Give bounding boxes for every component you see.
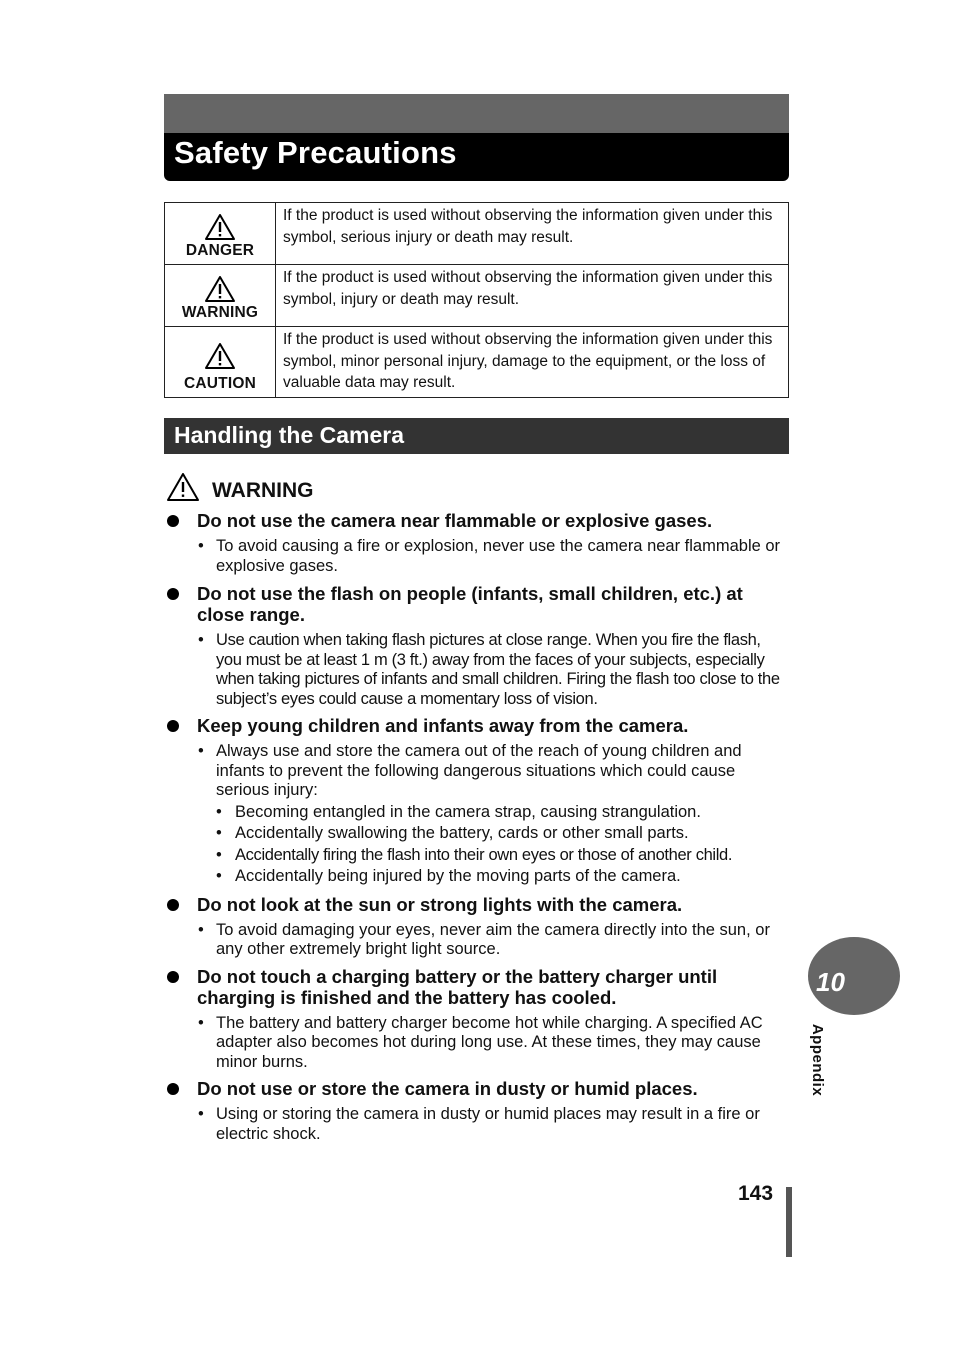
precaution-sub-detail — [164, 802, 789, 824]
bullet-marker: • — [198, 920, 204, 939]
precaution-heading — [164, 966, 789, 1008]
symbol-row-danger — [165, 203, 789, 265]
precaution-item — [164, 1078, 789, 1144]
bullet-marker: • — [216, 824, 222, 842]
precaution-detail — [164, 921, 789, 960]
precaution-sub-detail — [164, 823, 789, 845]
title-banner-strip — [164, 94, 789, 133]
precaution-item — [164, 510, 789, 576]
precaution-detail-text: Always use and store the camera out of the reach of young children and infants to prevent the following dangerous situations which could cause serious injury: — [216, 742, 742, 799]
symbol-label-caution: CAUTION — [183, 374, 256, 392]
precaution-detail — [164, 742, 789, 801]
precaution-list — [164, 510, 789, 1144]
symbol-description: If the product is used without observing the information given under this symbol, injury or death may result. — [276, 265, 789, 327]
symbol-cell — [165, 265, 276, 327]
precaution-heading-text: Do not use the camera near flammable or explosive gases. — [197, 510, 713, 531]
bullet-marker: • — [198, 1013, 204, 1032]
precaution-heading-text: Do not use the flash on people (infants, small children, etc.) at close range. — [197, 583, 743, 625]
page-number: 143 — [738, 1182, 774, 1205]
page-number-rule — [786, 1187, 792, 1257]
bullet-marker: • — [198, 631, 204, 649]
precaution-heading — [164, 715, 789, 736]
chapter-number: 10 — [816, 967, 845, 997]
symbol-cell — [165, 203, 276, 265]
precaution-detail — [164, 1105, 789, 1144]
warning-heading-label: WARNING — [212, 479, 314, 502]
precaution-heading — [164, 510, 789, 531]
bullet-marker: • — [198, 1105, 204, 1123]
warning-triangle-icon — [204, 342, 236, 370]
precaution-sub-detail — [164, 845, 789, 867]
warning-triangle-icon — [204, 275, 236, 303]
precaution-heading — [164, 894, 789, 915]
precaution-detail — [164, 537, 789, 576]
precaution-heading-text: Do not use or store the camera in dusty or humid places. — [197, 1078, 698, 1099]
chapter-tab — [808, 937, 900, 1015]
symbol-row-warning — [165, 265, 789, 327]
bullet-marker: • — [198, 537, 204, 555]
precaution-sub-detail-text: Accidentally firing the flash into their own eyes or those of another child. — [235, 845, 733, 864]
precaution-detail — [164, 1014, 789, 1073]
symbol-row-caution — [165, 327, 789, 398]
precaution-detail-text: To avoid causing a fire or explosion, never use the camera near flammable or explosive gases. — [216, 537, 781, 575]
precaution-heading-text: Do not touch a charging battery or the battery charger until charging is finished and the battery has cooled. — [197, 965, 718, 1008]
precaution-heading — [164, 583, 789, 625]
bullet-marker: • — [198, 742, 204, 760]
title-banner — [164, 94, 789, 181]
symbol-cell — [165, 327, 276, 398]
symbol-legend-table — [164, 202, 789, 398]
bullet-marker: • — [216, 867, 222, 885]
precaution-sub-detail-text: Accidentally swallowing the battery, cards or other small parts. — [235, 824, 689, 842]
precaution-detail-text: To avoid damaging your eyes, never aim the camera directly into the sun, or any other extremely bright light source. — [216, 920, 770, 958]
precaution-detail-text: Use caution when taking flash pictures at close range. When you fire the flash, you must be at least 1 m (3 ft.) away from the faces of your subjects, especially when taking pictures of infants and small children. Firing the flash too close to the subject’s eyes could cause a momentary loss of vision. — [216, 631, 780, 708]
symbol-description: If the product is used without observing the information given under this symbol, minor personal injury, damage to the equipment, or the loss of valuable data may result. — [276, 327, 789, 398]
bullet-dot — [167, 971, 179, 983]
precaution-heading-text: Do not look at the sun or strong lights with the camera. — [197, 893, 683, 915]
precaution-detail-text: The battery and battery charger become hot while charging. A specified AC adapter also becomes hot during long use. At these times, they may cause minor burns. — [216, 1013, 763, 1071]
symbol-label-warning: WARNING — [181, 304, 259, 321]
precaution-sub-detail-text: Accidentally being injured by the moving parts of the camera. — [235, 867, 681, 885]
warning-triangle-icon — [166, 472, 200, 502]
warning-triangle-icon — [204, 213, 236, 241]
bullet-dot — [167, 1083, 179, 1095]
precaution-heading — [164, 1078, 789, 1099]
precaution-sub-detail-text: Becoming entangled in the camera strap, causing strangulation. — [235, 802, 701, 821]
symbol-description: If the product is used without observing the information given under this symbol, serious injury or death may result. — [276, 203, 789, 265]
precaution-detail-text: Using or storing the camera in dusty or humid places may result in a fire or electric shock. — [216, 1105, 760, 1143]
section-title: Handling the Camera — [174, 422, 405, 448]
precaution-item — [164, 715, 789, 888]
precaution-item — [164, 583, 789, 709]
precaution-item — [164, 966, 789, 1073]
bullet-dot — [167, 720, 179, 732]
precaution-sub-detail — [164, 866, 789, 888]
bullet-marker: • — [216, 802, 222, 821]
precaution-item — [164, 894, 789, 960]
page-title: Safety Precautions — [174, 135, 457, 170]
precaution-detail — [164, 631, 789, 709]
bullet-dot — [167, 588, 179, 600]
bullet-marker: • — [216, 845, 222, 864]
symbol-label-danger: DANGER — [185, 242, 255, 259]
precaution-heading-text: Keep young children and infants away from the camera. — [197, 715, 689, 736]
bullet-dot — [167, 515, 179, 527]
chapter-label: Appendix — [809, 1023, 826, 1097]
section-banner — [164, 418, 789, 454]
bullet-dot — [167, 899, 179, 911]
